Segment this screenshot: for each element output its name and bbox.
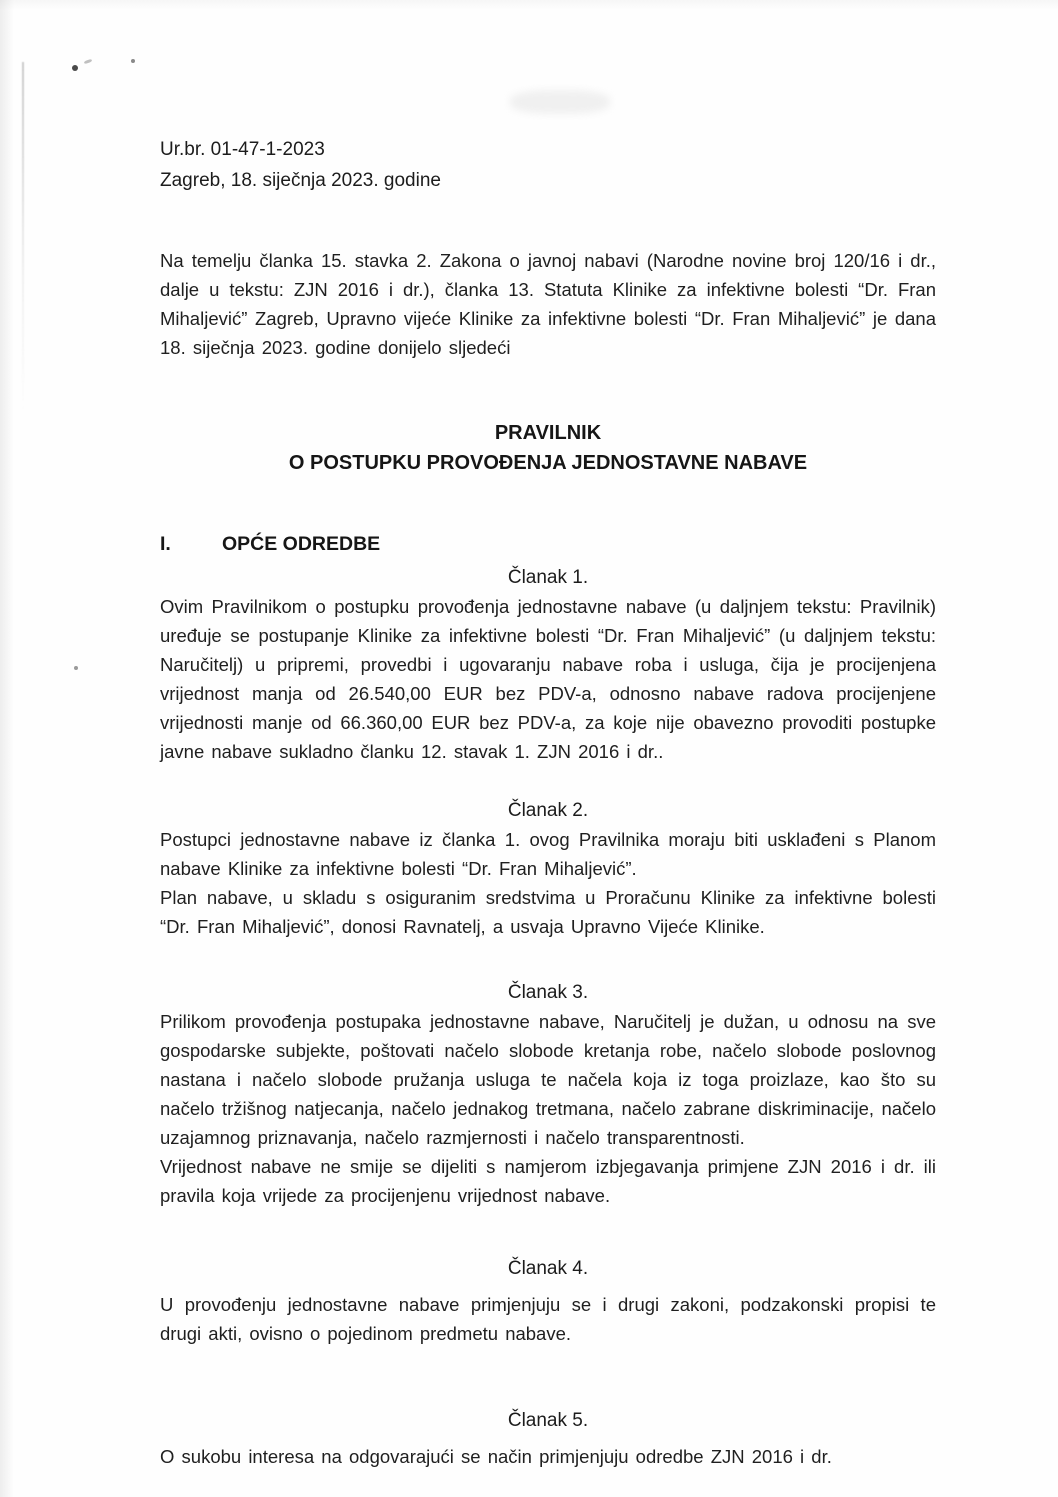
scan-speck	[72, 65, 78, 71]
article-1-paragraph: Ovim Pravilnikom o postupku provođenja jednostavne nabave (u daljnjem tekstu: Pravilnik) uređuje se postupanje Klinike za infektivne bolesti “Dr. Fran Mihaljević” (u daljnjem tekstu: Naručitelj) u pripremi, provedbi i ugovaranju nabave roba i usluga, čija je procijenjena vrijednost manja od 26.540,00 EUR bez PDV-a, odnosno nabave radova procijenjene vrijednosti manje od 66.360,00 EUR bez PDV-a, za koje nije obavezno provoditi postupke javne nabave sukladno članku 12. stavak 1. ZJN 2016 i dr..	[160, 596, 936, 762]
article-1-heading: Članak 1.	[507, 567, 589, 588]
preamble-paragraph: Na temelju članka 15. stavka 2. Zakona o javnoj nabavi (Narodne novine broj 120/16 i dr., dalje u tekstu: ZJN 2016 i dr.), članka 13. Statuta Klinike za infektivne bolesti “Dr. Fran Mihaljević” Zagreb, Upravno vijeće Klinike za infektivne bolesti “Dr. Fran Mihaljević” je dana 18. siječnja 2023. godine donijelo sljedeći	[160, 250, 936, 358]
title-line-2: O POSTUPKU PROVOĐENJA JEDNOSTAVNE NABAVE	[288, 452, 808, 474]
article-3-heading: Članak 3.	[507, 982, 589, 1003]
scan-speck	[74, 666, 78, 670]
place-and-date: Zagreb, 18. siječnja 2023. godine	[160, 170, 441, 191]
scan-speck	[131, 59, 135, 63]
section-title: OPĆE ODREDBE	[222, 533, 381, 555]
article-4-heading: Članak 4.	[507, 1258, 589, 1279]
article-3-paragraph: Vrijednost nabave ne smije se dijeliti s namjerom izbjegavanja primjene ZJN 2016 i dr. ili pravila koja vrijede za procijenjenu vrijednost nabave.	[160, 1156, 936, 1206]
article-5-paragraph: O sukobu interesa na odgovarajući se način primjenjuju odredbe ZJN 2016 i dr.	[160, 1446, 832, 1467]
scan-edge-line	[22, 62, 24, 412]
section-numeral: I.	[160, 533, 171, 555]
title-line-1: PRAVILNIK	[494, 422, 602, 444]
scan-speck	[84, 59, 93, 65]
article-2-heading: Članak 2.	[507, 800, 589, 821]
section-heading-opce-odredbe	[160, 530, 936, 559]
document-header	[160, 0, 936, 196]
article-5-heading: Članak 5.	[507, 1410, 589, 1431]
article-3-paragraph: Prilikom provođenja postupaka jednostavne nabave, Naručitelj je dužan, u odnosu na sve gospodarske subjekte, poštovati načelo slobode kretanja robe, načelo slobode poslovnog nastana i načelo slobode pružanja usluga te načela koja iz toga proizlaze, kao što su načelo tržišnog natjecanja, načelo jednakog tretmana, načelo zabrane diskriminacije, načelo uzajamnog priznavanja, načelo razmjernosti i načelo transparentnosti.	[160, 1011, 936, 1148]
article-4-paragraph: U provođenju jednostavne nabave primjenjuju se i drugi zakoni, podzakonski propisi te drugi akti, ovisno o pojedinom predmetu nabave.	[160, 1294, 936, 1344]
article-2-paragraph: Postupci jednostavne nabave iz članka 1. ovog Pravilnika moraju biti usklađeni s Planom nabave Klinike za infektivne bolesti “Dr. Fran Mihaljević”.	[160, 829, 936, 879]
reference-number: Ur.br. 01-47-1-2023	[160, 139, 325, 160]
article-2-paragraph: Plan nabave, u skladu s osiguranim sredstvima u Proračunu Klinike za infektivne bolesti “Dr. Fran Mihaljević”, donosi Ravnatelj, a usvaja Upravno Vijeće Klinike.	[160, 887, 936, 937]
document-content	[160, 0, 936, 1471]
document-title	[160, 418, 936, 478]
